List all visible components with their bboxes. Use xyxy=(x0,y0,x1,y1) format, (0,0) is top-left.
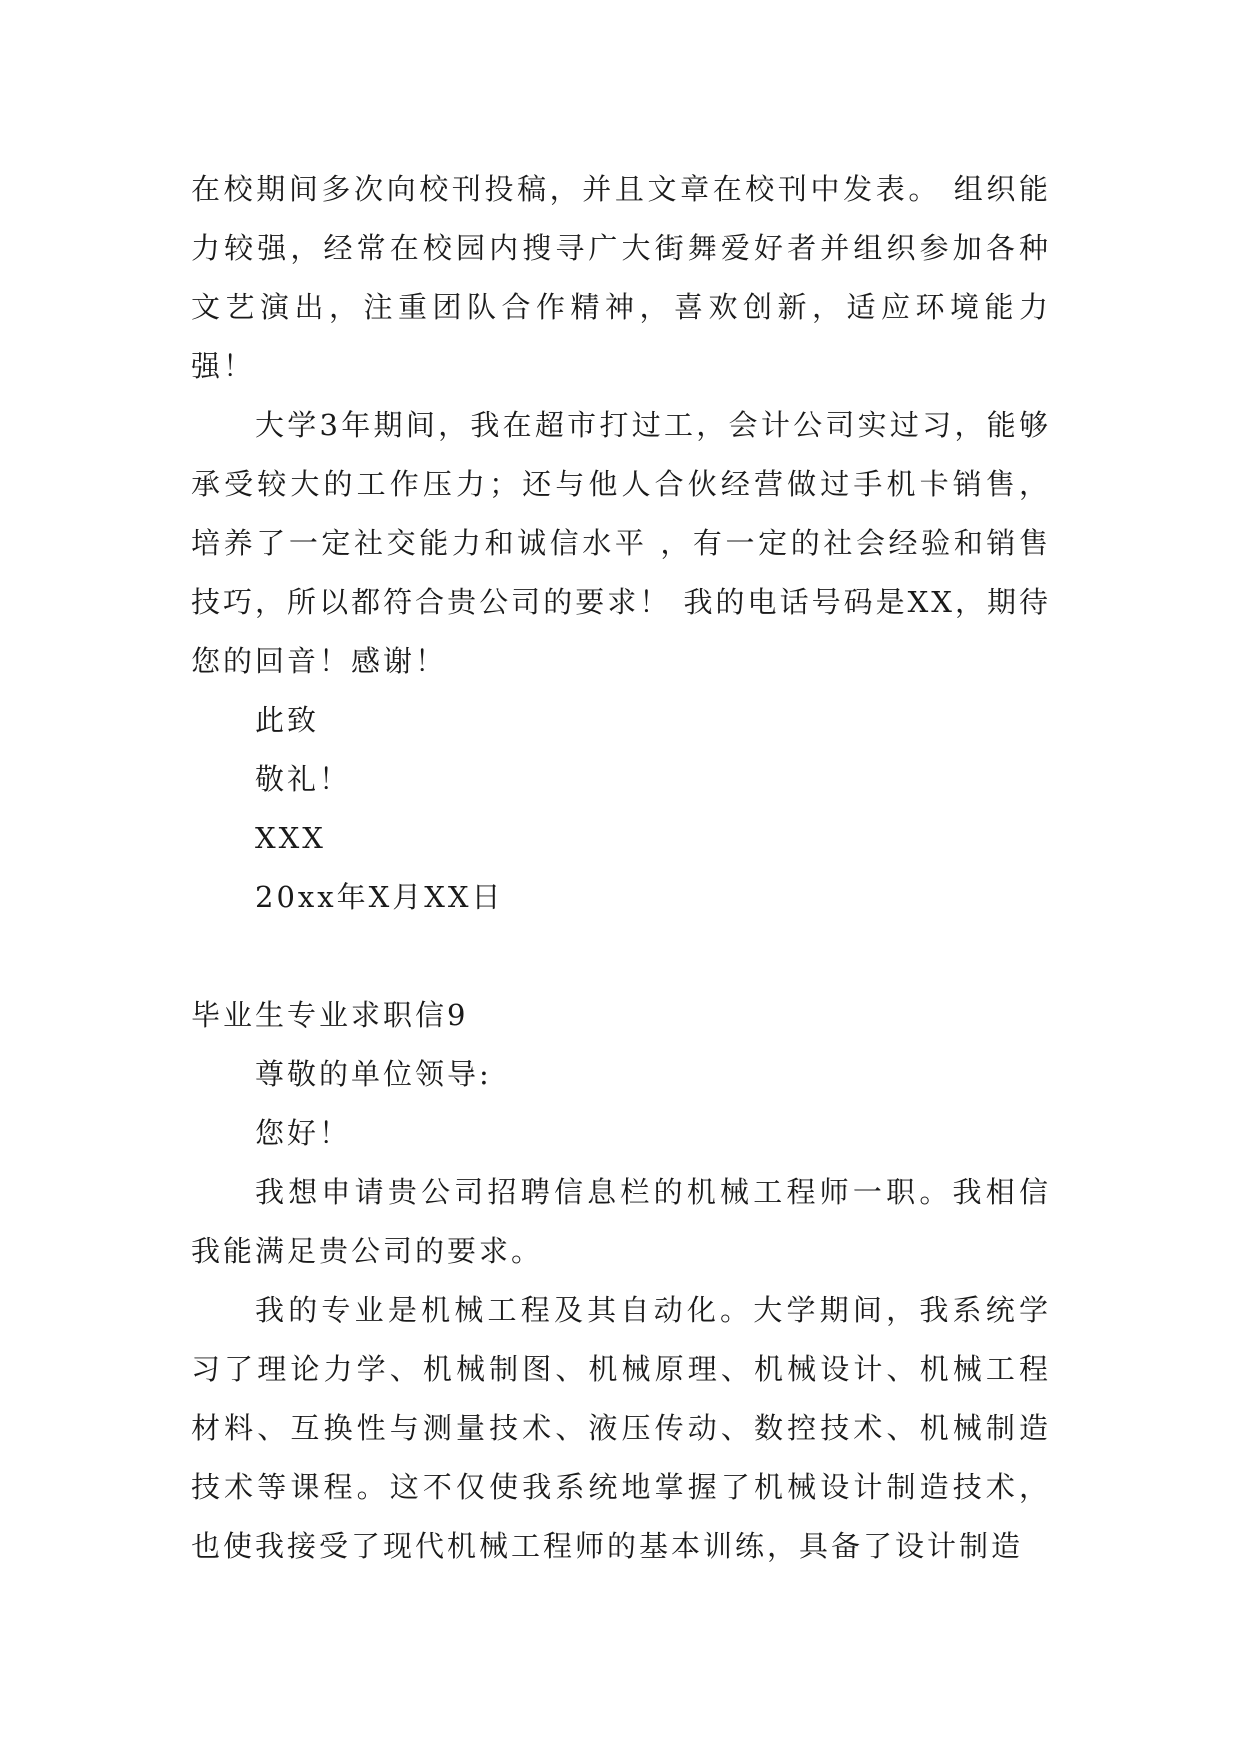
section-spacer xyxy=(191,927,1051,986)
paragraph-continuation: 在校期间多次向校刊投稿，并且文章在校刊中发表。 组织能力较强，经常在校园内搜寻广大街舞爱好者并组织参加各种文艺演出，注重团队合作精神，喜欢创新，适应环境能力强！ xyxy=(191,172,1051,383)
paragraph-application: 我想申请贵公司招聘信息栏的机械工程师一职。我相信我能满足贵公司的要求。 xyxy=(191,1175,1051,1268)
signature-name: XXX xyxy=(255,821,326,855)
signature-date: 20xx年X月XX日 xyxy=(255,880,504,914)
letter-hello: 您好！ xyxy=(255,1116,352,1150)
closing-regards: 敬礼！ xyxy=(255,762,352,796)
paragraph-experience: 大学3年期间，我在超市打过工，会计公司实过习，能够承受较大的工作压力；还与他人合伙经营做过手机卡销售，培养了一定社交能力和诚信水平 ，有一定的社会经验和销售技巧，所以都符合贵公司的要求！ 我的电话号码是XX，期待您的回音！感谢！ xyxy=(191,408,1051,678)
paragraph-major: 我的专业是机械工程及其自动化。大学期间，我系统学习了理论力学、机械制图、机械原理、机械设计、机械工程材料、互换性与测量技术、液压传动、数控技术、机械制造技术等课程。这不仅使我系统地掌握了机械设计制造技术，也使我接受了现代机械工程师的基本训练，具备了设计制造 xyxy=(191,1293,1051,1563)
section-title: 毕业生专业求职信9 xyxy=(191,998,469,1032)
document-body xyxy=(191,160,1051,1576)
closing-salutation: 此致 xyxy=(255,703,320,737)
letter-greeting: 尊敬的单位领导: xyxy=(255,1057,492,1091)
